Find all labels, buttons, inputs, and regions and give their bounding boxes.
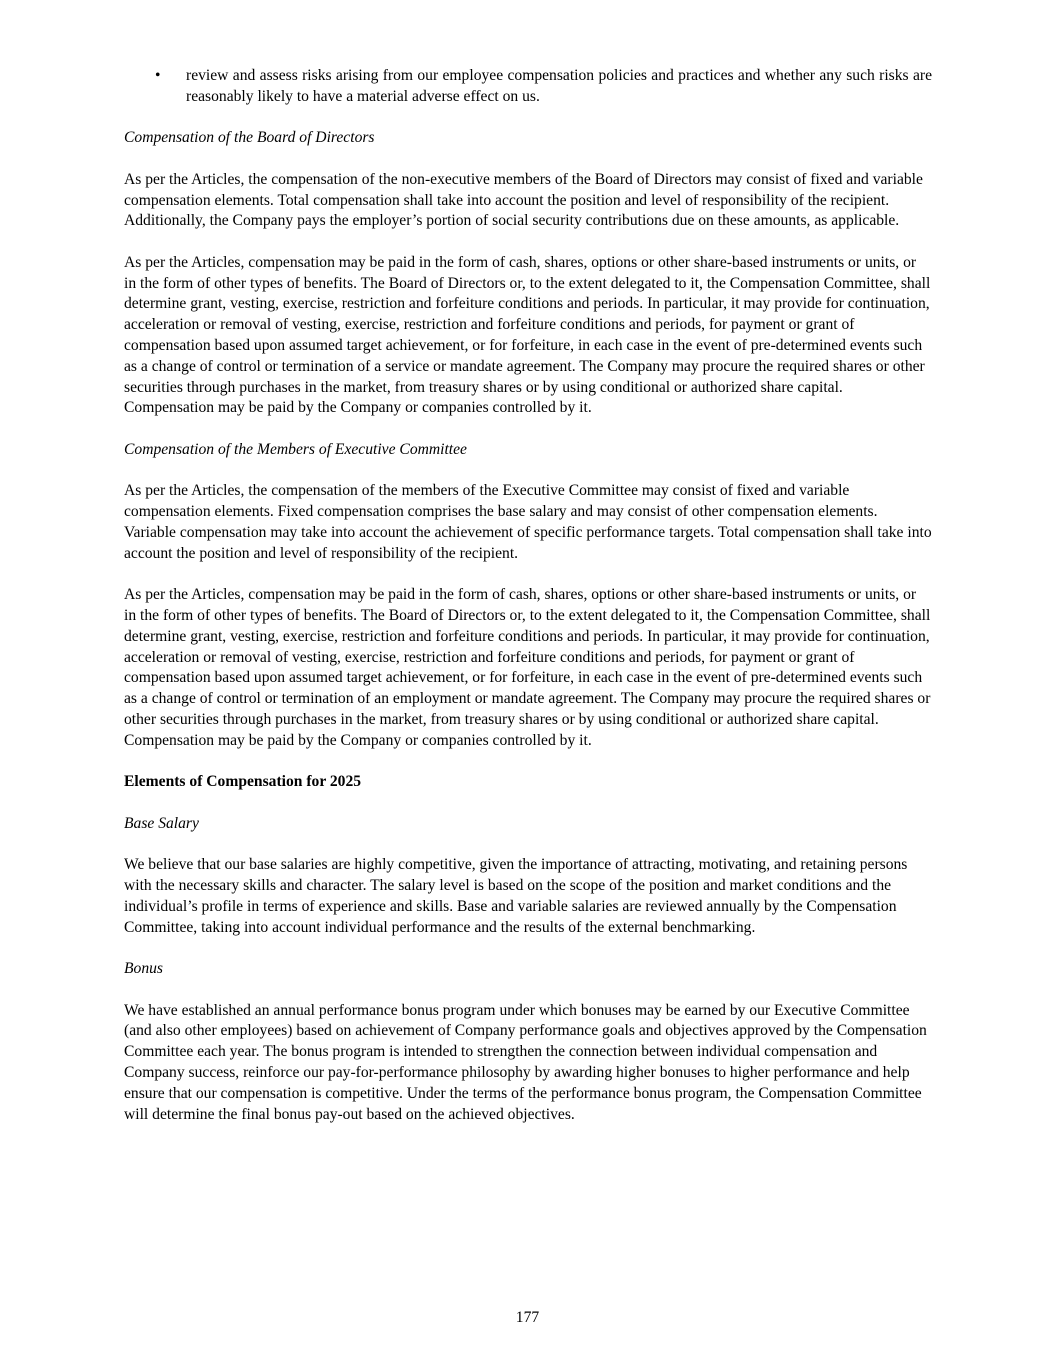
- heading-bonus: Bonus: [124, 960, 163, 978]
- heading-base-salary: Base Salary: [124, 814, 199, 832]
- board-paragraph-2: As per the Articles, compensation may be paid in the form of cash, shares, options or other share-based instruments or units, or in the form of other types of benefits. The Board of Directors or, to the extent delegated to it, the Compensation Committee, shall determine grant, vesting, exercise, restriction and forfeiture conditions and periods. In particular, it may provide for continuation, acceleration or removal of vesting, exercise, restriction and forfeiture conditions and periods, for payment or grant of compensation based upon assumed target achievement, or for forfeiture, in each case in the event of pre-determined events such as a change of control or termination of a service or mandate agreement. The Company may procure the required shares or other securities through purchases in the market, from treasury shares or by using conditional or authorized share capital. Compensation may be paid by the Company or companies controlled by it.: [124, 253, 931, 417]
- board-paragraph-1: As per the Articles, the compensation of the non-executive members of the Board of Directors may consist of fixed and variable compensation elements. Total compensation shall take into account the position and level of responsibility of the recipient. Additionally, the Company pays the employer’s portion of social security contributions due on these amounts, as applicable.: [124, 170, 923, 230]
- executive-paragraph-2: As per the Articles, compensation may be paid in the form of cash, shares, options or other share-based instruments or units, or in the form of other types of benefits. The Board of Directors or, to the extent delegated to it, the Compensation Committee, shall determine grant, vesting, exercise, restriction and forfeiture conditions and periods. In particular, it may provide for continuation, acceleration or removal of vesting, exercise, restriction and forfeiture conditions and periods, for payment or grant of compensation based upon assumed target achievement, or for forfeiture, in each case in the event of pre-determined events such as a change of control or termination of an employment or mandate agreement. The Company may procure the required shares or other securities through purchases in the market, from treasury shares or by using conditional or authorized share capital. Compensation may be paid by the Company or companies controlled by it.: [124, 586, 931, 749]
- bonus-paragraph: We have established an annual performance bonus program under which bonuses may be earned by our Executive Committee (and also other employees) based on achievement of Company performance goals and objectives approved by the Compensation Committee each year. The bonus program is intended to strengthen the connection between individual compensation and Company success, reinforce our pay-for-performance philosophy by awarding higher bonuses to higher performance and help ensure that our compensation is competitive. Under the terms of the performance bonus program, the Compensation Committee will determine the final bonus pay-out based on the achieved objectives.: [124, 1001, 927, 1123]
- bullet-text: review and assess risks arising from our employee compensation policies and practices and whether any such risks are reasonably likely to have a material adverse effect on us.: [186, 67, 932, 105]
- heading-elements-of-compensation: Elements of Compensation for 2025: [124, 773, 362, 791]
- document-page: [124, 66, 932, 1125]
- bullet-mark: •: [155, 67, 161, 84]
- heading-executive-compensation: Compensation of the Members of Executive Committee: [124, 440, 467, 458]
- page-number: 177: [515, 1309, 540, 1326]
- heading-board-compensation: Compensation of the Board of Directors: [124, 129, 375, 147]
- base-salary-paragraph: We believe that our base salaries are highly competitive, given the importance of attracting, motivating, and retaining persons with the necessary skills and character. The salary level is based on the scope of the position and market conditions and the individual’s profile in terms of experience and skills. Base and variable salaries are reviewed annually by the Compensation Committee, taking into account individual performance and the results of the external benchmarking.: [124, 856, 908, 936]
- executive-paragraph-1: As per the Articles, the compensation of the members of the Executive Committee may consist of fixed and variable compensation elements. Fixed compensation comprises the base salary and may consist of other compensation elements. Variable compensation may take into account the achievement of specific performance targets. Total compensation shall take into account the position and level of responsibility of the recipient.: [124, 482, 932, 562]
- bullet-item: [124, 66, 932, 108]
